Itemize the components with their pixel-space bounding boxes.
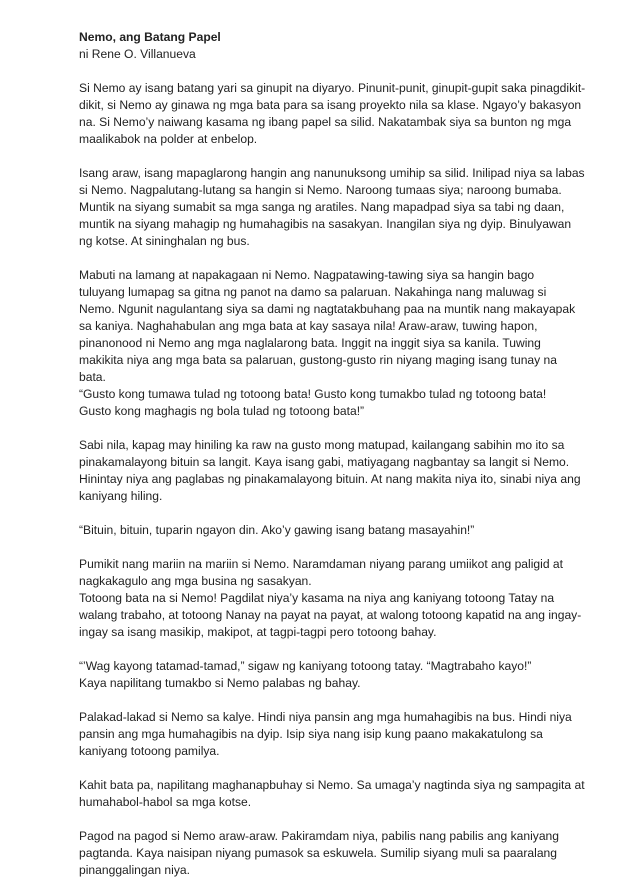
story-paragraph xyxy=(79,437,598,505)
paragraph-line: “’Wag kayong tatamad-tamad,” sigaw ng kaniyang totoong tatay. “Magtrabaho kayo!” xyxy=(79,659,532,673)
paragraph-line: dikit, si Nemo ay ginawa ng mga bata para sa isang proyekto nila sa klase. Ngayo’y bakasyon xyxy=(79,98,582,112)
story-paragraph xyxy=(79,709,598,760)
paragraph-line: kaniyang totoong pamilya. xyxy=(79,744,220,758)
story-paragraph xyxy=(79,522,598,539)
paragraph-line: Hinintay niya ang paglabas ng pinakamalayong bituin. At nang makita niya ito, sinabi niya ang xyxy=(79,472,581,486)
story-paragraph xyxy=(79,80,598,148)
paragraph-line: Mabuti na lamang at napakagaan ni Nemo. Nagpatawing-tawing siya sa hangin bago xyxy=(79,268,535,282)
paragraph-line: pinanggalingan niya. xyxy=(79,863,190,877)
paragraph-line: “Bituin, bituin, tuparin ngayon din. Ako’y gawing isang batang masayahin!” xyxy=(79,523,475,537)
paragraph-line: ingay sa isang masikip, makipot, at tagpi-tagpi pero totoong bahay. xyxy=(79,625,437,639)
paragraph-line: Isang araw, isang mapaglarong hangin ang nanunuksong umihip sa silid. Inilipad niya sa labas xyxy=(79,166,585,180)
story-title: Nemo, ang Batang Papel xyxy=(79,30,221,44)
paragraph-line: Pagod na pagod si Nemo araw-araw. Pakiramdam niya, pabilis nang pabilis ang kaniyang xyxy=(79,829,559,843)
paragraph-line: nagkakagulo ang mga busina ng sasakyan. xyxy=(79,574,312,588)
paragraph-line: kaniyang hiling. xyxy=(79,489,163,503)
paragraph-line: walang trabaho, at totoong Nanay na payat na payat, at walong totoong kapatid na ang ingay- xyxy=(79,608,582,622)
paragraph-line: Palakad-lakad si Nemo sa kalye. Hindi niya pansin ang mga humahagibis na bus. Hindi niya xyxy=(79,710,572,724)
paragraph-line: tuluyang lumapag sa gitna ng panot na damo sa palaruan. Nakahinga nang maluwag si xyxy=(79,285,547,299)
paragraph-line: Kaya napilitang tumakbo si Nemo palabas ng bahay. xyxy=(79,676,361,690)
story-paragraph xyxy=(79,590,598,641)
story-paragraph xyxy=(79,267,598,386)
paragraph-line: humahabol-habol sa mga kotse. xyxy=(79,795,252,809)
paragraph-line: Kahit bata pa, napilitang maghanapbuhay si Nemo. Sa umaga’y nagtinda siya ng sampagita at xyxy=(79,778,585,792)
paragraph-line: si Nemo. Nagpalutang-lutang sa hangin si Nemo. Naroong tumaas siya; naroong bumaba. xyxy=(79,183,562,197)
story-paragraph xyxy=(79,777,598,811)
story-paragraph xyxy=(79,828,598,879)
paragraph-line: muntik na siyang mahagip ng humahagibis na sasakyan. Inangilan siya ng dyip. Binulyawan xyxy=(79,217,572,231)
paragraph-line: pinanonood ni Nemo ang mga naglalarong bata. Inggit na inggit siya sa kanila. Tuwing xyxy=(79,336,541,350)
story-body xyxy=(79,80,598,879)
paragraph-line: Muntik na siyang sumabit sa mga sanga ng aratiles. Nang mapadpad siya sa tabi ng daan, xyxy=(79,200,565,214)
story-paragraph xyxy=(79,165,598,250)
paragraph-line: Gusto kong maghagis ng bola tulad ng totoong bata!” xyxy=(79,404,365,418)
story-paragraph xyxy=(79,556,598,590)
paragraph-line: makikita niya ang mga bata sa palaruan, gustong-gusto rin niyang maging isang tunay na xyxy=(79,353,558,367)
paragraph-line: maalikabok na polder at enbelop. xyxy=(79,132,258,146)
paragraph-line: pansin ang mga humahagibis na dyip. Isip siya nang isip kung paano makakatulong sa xyxy=(79,727,543,741)
story-author: ni Rene O. Villanueva xyxy=(79,47,196,61)
story-paragraph xyxy=(79,386,598,420)
paragraph-line: Totoong bata na si Nemo! Pagdilat niya’y kasama na niya ang kaniyang totoong Tatay na xyxy=(79,591,555,605)
paragraph-line: Sabi nila, kapag may hiniling ka raw na gusto mong matupad, kailangang sabihin mo ito sa xyxy=(79,438,565,452)
paragraph-line: Pumikit nang mariin na mariin si Nemo. Naramdaman niyang parang umiikot ang paligid at xyxy=(79,557,563,571)
paragraph-line: Si Nemo ay isang batang yari sa ginupit na diyaryo. Pinunit-punit, ginupit-gupit saka pinagdikit- xyxy=(79,81,586,95)
paragraph-line: na. Si Nemo’y naiwang kasama ng ibang papel sa silid. Nakatambak siya sa bunton ng mga xyxy=(79,115,572,129)
paragraph-line: sa kaniya. Naghahabulan ang mga bata at kay sasaya nila! Araw-araw, tuwing hapon, xyxy=(79,319,538,333)
paragraph-line: “Gusto kong tumawa tulad ng totoong bata! Gusto kong tumakbo tulad ng totoong bata! xyxy=(79,387,547,401)
paragraph-line: ng kotse. At sininghalan ng bus. xyxy=(79,234,250,248)
story-paragraph xyxy=(79,658,598,692)
paragraph-line: Nemo. Ngunit nagulantang siya sa dami ng nagtatakbuhang paa na muntik nang makayapak xyxy=(79,302,576,316)
paragraph-line: pinakamalayong bituin sa langit. Kaya isang gabi, matiyagang nagbantay sa langit si Nemo. xyxy=(79,455,570,469)
paragraph-line: pagtanda. Kaya naisipan niyang pumasok sa eskuwela. Sumilip siyang muli sa paaralang xyxy=(79,846,557,860)
paragraph-line: bata. xyxy=(79,370,106,384)
